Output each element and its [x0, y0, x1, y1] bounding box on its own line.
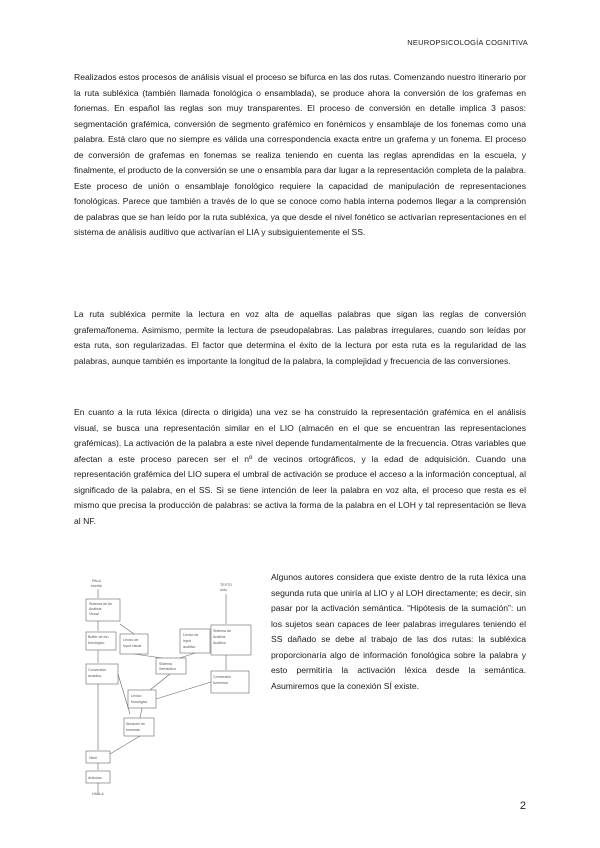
svg-text:Sistema de An: Sistema de An: [89, 602, 113, 606]
svg-text:Conversión: Conversión: [88, 668, 107, 672]
svg-text:Léxico de: Léxico de: [183, 633, 199, 637]
svg-text:Análisis: Análisis: [89, 607, 102, 611]
svg-text:Nivel: Nivel: [89, 756, 97, 760]
svg-text:fonemas: fonemas: [126, 728, 140, 732]
svg-text:Visual: Visual: [89, 612, 99, 616]
svg-text:Input visual: Input visual: [123, 644, 142, 648]
svg-text:auditivo: auditivo: [183, 645, 196, 649]
svg-text:Almacén de: Almacén de: [126, 722, 145, 726]
svg-text:Léxico: Léxico: [131, 694, 142, 698]
paragraph-sublexical-route: Realizados estos procesos de análisis visual el proceso se bifurca en las dos rutas. Comenzando nuestro itinerario por la ruta subléxica (también llamada fonológica o ensamblada), se produce ahora la conversión de los grafemas en fonemas. En español las reglas son muy transparentes. El proceso de conversión en detalle implica 3 pasos: segmentación grafémica, conversión de segmento grafémico en fonémicos y ensamblaje de los fonemas como una palabra. Está claro que no siempre es válida una correspondencia exacta entre un grafema y un fonema. El proceso de conversión de grafemas en fonemas se realiza teniendo en cuenta las reglas aprendidas en la escuela, y finalmente, el producto de la conversión se une o ensambla para dar lugar a la representación completa de la palabra. Este proceso de unión o ensamblaje fonológico requiere la capacidad de manipulación de representaciones fonológicas. Parece que también a través de lo que se conoce como habla interna podemos llegar a la comprensión de palabras que se han leído por la ruta subléxica, ya que desde el nivel fonético se activarían representaciones en el sistema de análisis auditivo que activarían el LIA y subsiguientemente el SS.: [74, 72, 526, 237]
svg-text:oído: oído: [220, 588, 227, 592]
paragraph-lexical-route: En cuanto a la ruta léxica (directa o dirigida) una vez se ha construido la representación grafémica en el análisis visual, se busca una representación similar en el LIO (almacén en el que se encuentran las representaciones grafémicas). La activación de la palabra a este nivel depende fundamentalmente de la frecuencia. Otras variables que afectan a este proceso parecen ser el nº de vecinos ortográficos, y la edad de adquisición. Cuando una representación grafémica del LIO supera el umbral de activación se produce el acceso a la información conceptual, al significado de la palabra, en el SS. Si se tiene intención de leer la palabra en voz alta, el proceso que resta es el mismo que precisa la producción de palabras: se activa la forma de la palabra en el LOH y tal representación se lleva al NF.: [74, 407, 526, 526]
svg-text:acústico-: acústico-: [88, 674, 103, 678]
svg-text:Semántico: Semántico: [159, 667, 176, 671]
paragraph-sublexical-reading: La ruta subléxica permite la lectura en voz alta de aquellas palabras que sigan las reglas de conversión grafema/fonema. Asimismo, permite la lectura de pseudopalabras. Las palabras irregulares, cuando son leídas por esta ruta, son regularizadas. El factor que determina el éxito de la lectura por esta ruta es la regularidad de las palabras, aunque también es importante la longitud de la palabra, la complejidad y frecuencia de las conversiones.: [74, 309, 526, 366]
diagram-box-loh: [128, 690, 156, 708]
svg-text:TEXTO: TEXTO: [220, 583, 232, 587]
svg-text:Articulac.: Articulac.: [88, 776, 103, 780]
diagram-graphic: [80, 574, 260, 796]
page-number: 2: [519, 800, 526, 812]
diagram-box-semantic: [156, 658, 186, 674]
svg-text:fonológico: fonológico: [88, 641, 105, 645]
svg-text:Análisis: Análisis: [213, 635, 226, 639]
svg-text:fonémica: fonémica: [213, 681, 228, 685]
svg-text:Auditivo: Auditivo: [213, 641, 226, 645]
running-header: NEUROPSICOLOGÍA COGNITIVA: [407, 38, 528, 47]
diagram-box-speech-buffer: [124, 718, 154, 736]
svg-text:Buffer de fon: Buffer de fon: [88, 635, 109, 639]
svg-text:HABLA: HABLA: [92, 792, 104, 796]
reading-model-diagram: [80, 574, 260, 796]
svg-text:escrita: escrita: [91, 584, 102, 588]
svg-text:Sistema: Sistema: [159, 662, 172, 666]
svg-text:fonológico: fonológico: [131, 700, 148, 704]
svg-text:Conversión: Conversión: [213, 675, 232, 679]
svg-text:Léxico de: Léxico de: [123, 638, 139, 642]
paragraph-summation-hypothesis: Algunos autores considera que existe dentro de la ruta léxica una segunda ruta que uniría al LIO y al LOH directamente; es decir, sin pasar por la activación semántica. “Hipótesis de la sumación”: un los sujetos sean capaces de leer palabras irregulares teniendo el SS dañado se debe al trabajo de las dos rutas: la subléxica proporcionaría algo de información fonológica sobre la palabra y esto permitiría la activación léxica desde la semántica. Asumiremos que la conexión SÍ existe.: [271, 572, 526, 691]
svg-text:PALA: PALA: [92, 579, 101, 583]
svg-text:input: input: [183, 639, 191, 643]
svg-text:Sistema de: Sistema de: [213, 629, 231, 633]
